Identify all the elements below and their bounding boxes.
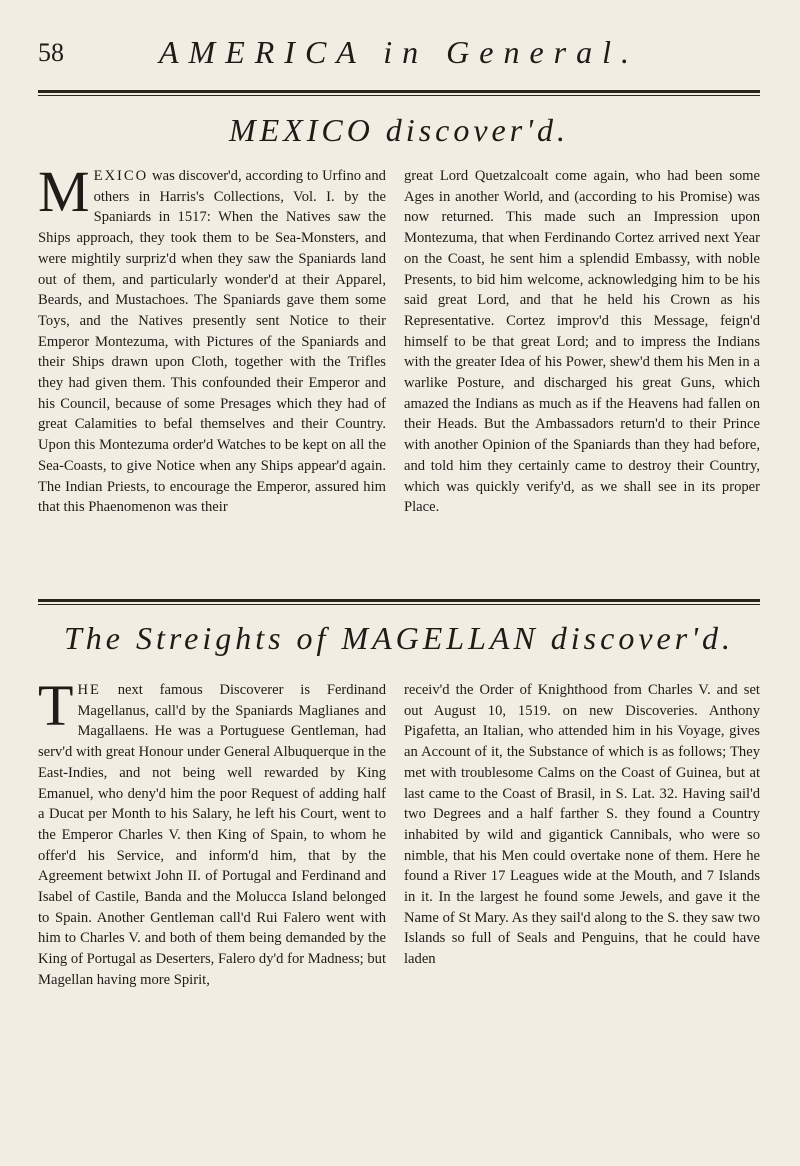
magellan-right-column [404,680,760,970]
section-title-mexico: MEXICO discover'd. [228,112,570,148]
section-divider-rule [38,599,760,602]
header-rule-thin [38,95,760,96]
mexico-right-column [404,166,760,518]
magellan-left-column [38,673,387,991]
lead-word: HE [77,682,101,698]
page-number: 58 [38,38,64,67]
magellan-right-text: receiv'd the Order of Knighthood from Charles V. and set out August 10, 1519. on new Discoveries. Anthony Pigafetta, an Italian, who attended him in his Voyage, gives an Account of it, the Substance of which is as follows; They met with troublesome Calms on the Coast of Guinea, but at last came to the Coast of Brasil, in S. Lat. 32. Having sail'd two Degrees and a half farther S. they found a Country inhabited by wild and gigantick Cannibals, who were so nimble, that his Men could overtake none of them. Here he found a River 17 Leagues wide at the Mouth, and 7 Islands in it. In the largest he found some Jewels, and gave it the Name of St Mary. As they sail'd along to the S. they saw two Islands so full of Seals and Penguins, that he could have laden [404,682,760,968]
lead-word: EXICO [93,168,149,184]
running-title: AMERICA in General. [158,34,639,70]
section-divider-rule-thin [38,604,760,605]
page-header [38,32,760,82]
dropcap-letter: M [38,159,90,224]
mexico-left-column [38,159,386,518]
dropcap-letter: T [38,673,74,738]
magellan-left-text: next famous Discoverer is Ferdinand Magellanus, call'd by the Spaniards Maglianes and Magallaens. He was a Portuguese Gentleman, had serv'd with great Honour under General Albuquerque in the East-Indies, and not being well rewarded by King Emanuel, who deny'd him the poor Request of adding half a Ducat per Month to his Salary, he left his Court, went to the Emperor Charles V. then King of Spain, to whom he offer'd his Service, and inform'd him, that by the Agreement betwixt John II. of Portugal and Ferdinand and Isabel of Castile, Banda and the Molucca Island belonged to Spain. Another Gentleman call'd Rui Falero went with him to Charles V. and both of them being demanded by the King of Portugal as Deserters, Falero dy'd for Madness; but Magellan having more Spirit, [38,682,387,988]
header-rule [38,90,760,93]
section-title-magellan: The Streights of MAGELLAN discover'd. [63,620,735,656]
mexico-right-text: great Lord Quetzalcoalt come again, who had been some Ages in another World, and (according to his Promise) was now returned. This made such an Impression upon Montezuma, that when Ferdinando Cortez arrived next Year on the Coast, he sent him a splendid Embassy, with noble Presents, to bid him welcome, acknowledging him to be his said great Lord, and that he held his Crown as his Representative. Cortez improv'd this Message, feign'd himself to be that great Lord; and to impress the Indians with the greater Idea of his Power, shew'd them his Men in a warlike Posture, and discharged his great Guns, which amazed the Indians as much as if the Heavens had fallen on their Heads. But the Ambassadors return'd to their Prince with another Opinion of the Spaniards than they had before, and told him they certainly came to destroy their Country, which was quickly verify'd, as we shall see in its proper Place. [404,168,760,516]
mexico-left-text: was discover'd, according to Urfino and others in Harris's Collections, Vol. I. by the Spaniards in 1517: When the Natives saw the Ships approach, they took them to be Sea-Monsters, and were mightily surpriz'd when they saw the Spaniards land out of them, and particularly wonder'd at their Apparel, Beards, and Mustachoes. The Spaniards gave them some Toys, and the Natives presently sent Notice to their Emperor Montezuma, with Pictures of the Spaniards and their Ships drawn upon Cloth, together with the Trifles they had given them. This confounded their Emperor and his Council, because of some Presages which they had of great Calamities to befal themselves and their Country. Upon this Montezuma order'd Watches to be kept on all the Sea-Coasts, to give Notice when any Ships appear'd again. The Indian Priests, to encourage the Emperor, assured him that this Phaenomenon was their [38,168,386,516]
